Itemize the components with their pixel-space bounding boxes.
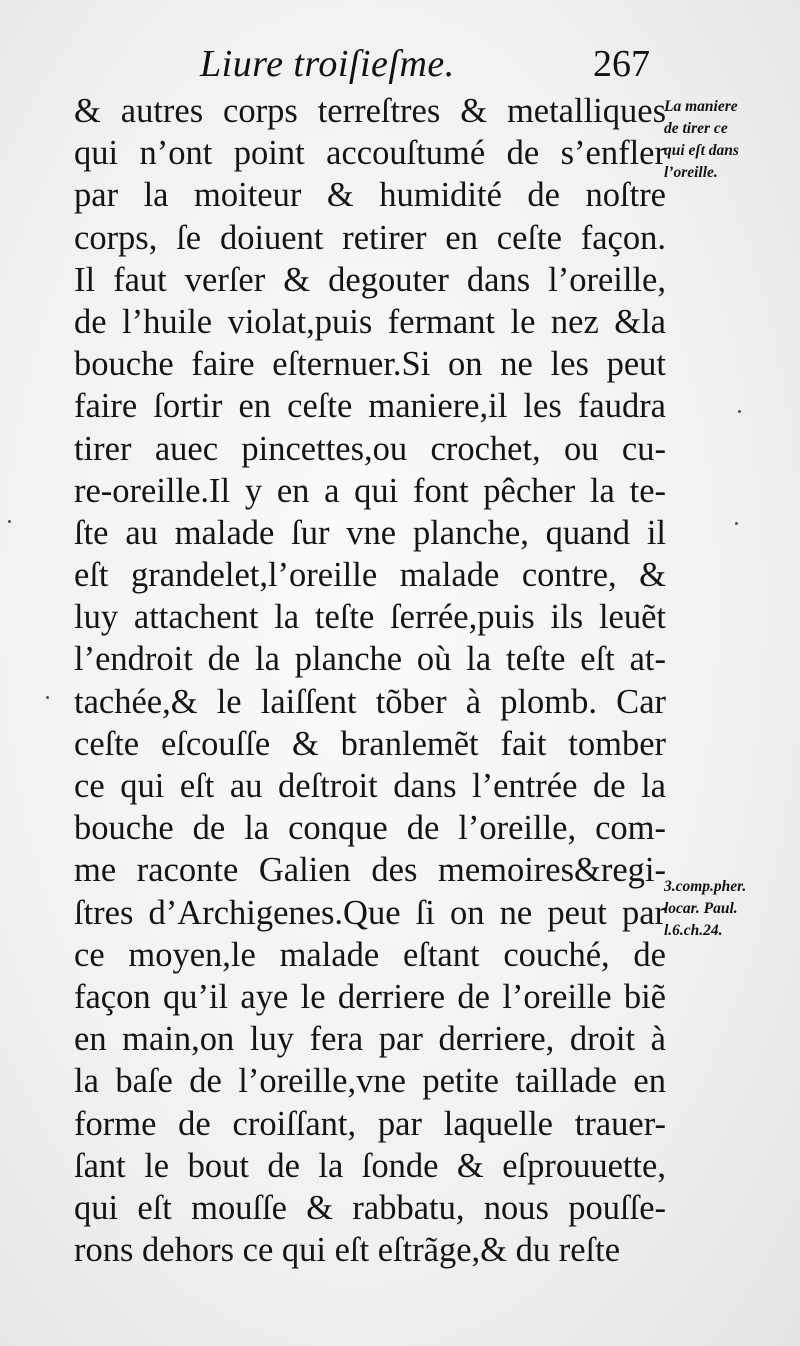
margin-note-line: La maniere bbox=[664, 98, 738, 115]
text-line: l’endroit de la planche où la teſte eſt at- bbox=[74, 640, 666, 679]
text-line: ſtres d’Archigenes.Que ſi on ne peut par bbox=[74, 893, 666, 932]
margin-note-line: l’oreille. bbox=[664, 164, 718, 181]
text-line: ce qui eſt au deſtroit dans l’entrée de la bbox=[74, 767, 666, 805]
text-line: ſte au malade ſur vne planche, quand il bbox=[74, 513, 666, 552]
text-line: corps, ſe doiuent retirer en ceſte façon. bbox=[74, 218, 666, 257]
margin-note-line: l.6.ch.24. bbox=[664, 922, 723, 939]
text-line: me raconte Galien des memoires&regi- bbox=[74, 851, 666, 890]
paper-speck bbox=[46, 696, 49, 699]
margin-note-line: 3.comp.pher. bbox=[664, 878, 747, 895]
text-line: tirer auec pincettes,ou crochet, ou cu- bbox=[74, 429, 666, 468]
margin-note-line: locar. Paul. bbox=[664, 900, 738, 917]
paper-speck bbox=[8, 520, 11, 523]
text-line: & autres corps terreſtres & metalliques bbox=[74, 92, 666, 130]
margin-note-line: de tirer ce bbox=[664, 120, 728, 137]
body-text bbox=[74, 90, 666, 1271]
margin-note-reference bbox=[664, 876, 800, 942]
text-line: tachée,& le laiſſent tõber à plomb. Car bbox=[74, 682, 666, 721]
text-line: rons dehors ce qui eſt eſtrãge,& du reſte bbox=[74, 1231, 621, 1270]
margin-note-extraction bbox=[664, 96, 800, 184]
text-line: par la moiteur & humidité de noſtre bbox=[74, 176, 666, 215]
text-line: ceſte eſcouſſe & branlemẽt fait tomber bbox=[74, 724, 666, 763]
text-line: bouche de la conque de l’oreille, com- bbox=[74, 809, 666, 848]
text-line: qui n’ont point accouſtumé de s’enfler bbox=[74, 134, 666, 173]
page-header bbox=[190, 42, 660, 94]
text-line: bouche faire eſternuer.Si on ne les peut bbox=[74, 345, 666, 384]
paper-speck bbox=[738, 410, 741, 413]
text-line: luy attachent la teſte ſerrée,puis ils leuẽt bbox=[74, 598, 666, 637]
text-line: eſt grandelet,l’oreille malade contre, & bbox=[74, 556, 666, 595]
text-line: re-oreille.Il y en a qui font pêcher la te- bbox=[74, 471, 666, 510]
text-line: faire ſortir en ceſte maniere,il les faudra bbox=[74, 387, 666, 426]
text-line: ce moyen,le malade eſtant couché, de bbox=[74, 935, 666, 974]
text-line: ſant le bout de la ſonde & eſprouuette, bbox=[74, 1146, 666, 1185]
running-head: Liure troiſieſme. bbox=[200, 43, 455, 85]
text-line: Il faut verſer & degouter dans l’oreille, bbox=[74, 260, 666, 299]
text-line: de l’huile violat,puis fermant le nez &la bbox=[74, 302, 666, 341]
text-line: forme de croiſſant, par laquelle trauer- bbox=[74, 1104, 666, 1143]
margin-note-line: qui eſt dans bbox=[664, 142, 739, 159]
text-line: façon qu’il aye le derriere de l’oreille biẽ bbox=[74, 977, 666, 1016]
text-line: la baſe de l’oreille,vne petite taillade en bbox=[74, 1062, 666, 1101]
paper-speck bbox=[735, 522, 738, 525]
text-line: qui eſt mouſſe & rabbatu, nous pouſſe- bbox=[74, 1188, 666, 1227]
page-number: 267 bbox=[593, 43, 650, 85]
text-line: en main,on luy fera par derriere, droit à bbox=[74, 1020, 666, 1059]
